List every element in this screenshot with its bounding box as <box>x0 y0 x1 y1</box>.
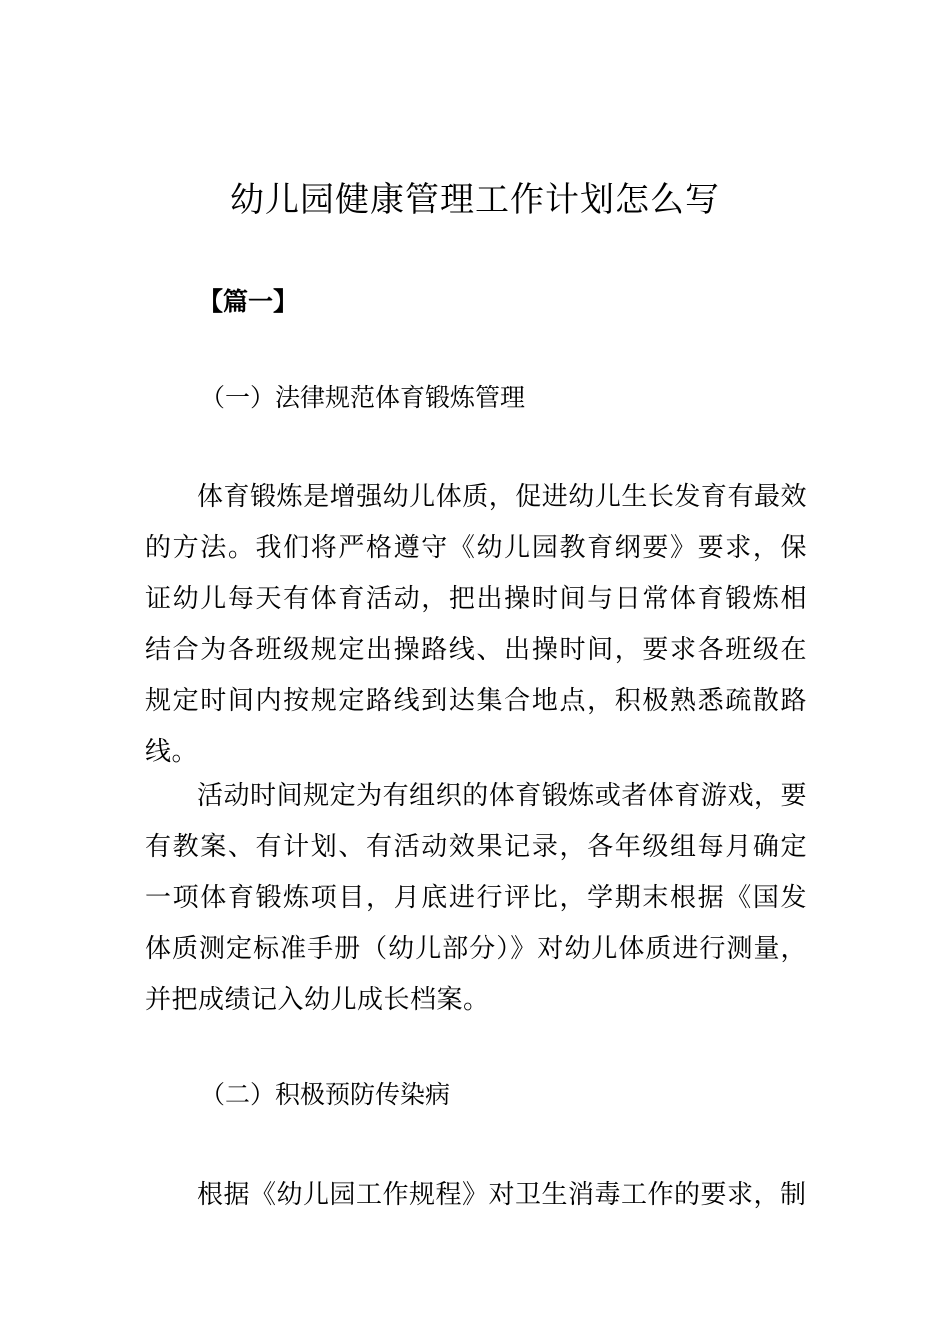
section1-paragraph-1: 体育锻炼是增强幼儿体质，促进幼儿生长发育有最效的方法。我们将严格遵守《幼儿园教育纲要》要求，保证幼儿每天有体育活动，把出操时间与日常体育锻炼相结合为各班级规定出操路线、出操时间，要求各班级在规定时间内按规定路线到达集合地点，积极熟悉疏散路线。 <box>145 482 807 767</box>
section2-paragraph-1: 根据《幼儿园工作规程》对卫生消毒工作的要求，制 <box>197 1180 807 1210</box>
document-title: 幼儿园健康管理工作计划怎么写 <box>230 180 720 220</box>
section2-heading: （二）积极预防传染病 <box>200 1080 451 1109</box>
section1-paragraph-2: 活动时间规定为有组织的体育锻炼或者体育游戏，要有教案、有计划、有活动效果记录，各年级组每月确定一项体育锻炼项目，月底进行评比，学期末根据《国发体质测定标准手册（幼儿部分）》对幼儿体质进行测量，并把成绩记入幼儿成长档案。 <box>145 781 807 1015</box>
section1-heading: （一）法律规范体育锻炼管理 <box>200 383 526 412</box>
part-label: 【篇一】 <box>198 287 299 316</box>
